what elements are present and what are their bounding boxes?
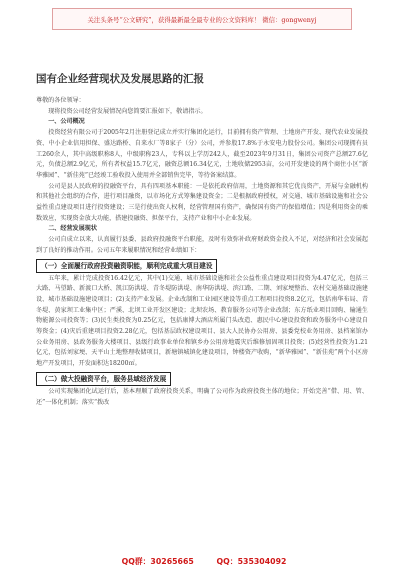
salutation: 尊敬的各位领导： [36,97,85,104]
intro-paragraph: 现将投资公司经营发展情况向您简要汇报如下，敬请指示。 [48,107,207,115]
subsection1-heading [36,259,368,273]
section1-heading: 一、公司概况 [48,118,85,126]
section2-paragraph-1: 公司自成立以来，认真履行县委、县政府投融资平台职能，及时有效弥补政府财政资金投入不足，对经济和社会发展起到了良好的推动作用。公司五年来履职情况和经营业绩如下： [36,236,368,254]
subsection1-paragraph: 五年来，累计完成投资16.42亿元，其中(1)交通、城市基础设施和社会公益性重点建设项目投资为4.47亿元，包括三大路、马望路、新渡口大桥、凯江防洪堤、青冬堤防洪堤、南华防洪堤、滨江路、二期、刘家埂整治、农村交通基础设施建设、城市基础设施建设项目；(2)支持产业发展。企业改制和工业园区建设等重点工程项目投资8.2亿元，包括南华布局、青冬堤、黄家坝工业集中区；严溪、北坝工业开发区建设；北坝农场、教育服务公司等企业改制；东方纸业项目回购、输通生物能源公司投资等；(3)民生类投资为0.25亿元，包括康博大酒店所属门头改造、惠民中心建设投资和政务服务中心建设自筹资金；(4)灾后重建项目投资2.28亿元，包括基层政权建设项目、县大人民协办公用房、县委党校业务用房、县档案馆办公业务用房、县政务服务大楼项目、县级行政事业单位和镇乡办公用房地震灾后维修加固项目投资；(5)经营性投资为1.21亿元，包括刘家埂、天平山土地整理收储项目，新塘镇城镇化建设项目，钟楼资产收购，“新华雅园”、“新佳苑”两个小区房地产开发项目，开发面积达18200㎡。 [36,274,368,368]
subsection2-heading-text: （二）做大投融资平台，服务县域经济发展 [36,372,171,386]
document-body [36,72,368,408]
subsection2-heading [36,372,368,386]
top-banner: 关注头条号“公文研究”，获得最新最全最专业的公文资料库！ 微信：gongwenyj [52,8,352,30]
subsection2-paragraph: 公司实现集团化试运行后，基本理顺了政府投资关系，明确了公司作为政府投资主体的地位；开始完善“借、用、管、还”一体化机制；落实“拨改 [36,387,368,406]
footer-qq-group: QQ群：30265665 [121,557,194,566]
section2-heading: 二、经营发展现状 [48,225,97,233]
subsection1-heading-text: （一）全面履行政府投资融资职能，顺利完成重大项目建设 [36,259,217,273]
footer-contact [0,552,408,572]
section1-paragraph-1: 投资经营有限公司于2005年2月注册登记成立并实行集团化运行，目前拥有资产管理、土地房产开发、现代农业发展投资、中小企业信用担保、盛达路桥、自来水厂等8家子（分）公司，并参股17.8%于永安电力股份公司。集团公司现拥有员工260余人，其中高级职称8人，中级职称23人，专科以上学历242人，截至2023年9月31日，集团公司资产总额27.6亿元，负债总额2.9亿元，所有者权益15.7亿元，融资总额16.34亿元，土地收储2953亩，公司开发建设的两个商住小区“新华雅园”、“新佳苑”已经竣工验收投入使用并全部销售完毕，等待备案结算。 [36,129,368,179]
section1-paragraph-2: 公司是县人民政府的投融资平台，具有四项基本职能：一是依托政府信用，土地资源和其它优良资产，开展与金融机构和其他社会组织的合作，进行项目融资，以市场化方式筹集建设资金；二是根据政府授权，对交通、城市基础设施和社会公益性重点建设项目进行投资建设；三是行使出资人权利，经营管理国有资产，确保国有资产的保值增值；四是利用资金的乘数效应，实现资金放大功能，搭建投融资、担保平台，支持产业和中小企业发展。 [36,182,368,222]
document-title: 国有企业经营现状及发展思路的汇报 [36,73,204,85]
footer-qq: QQ：535304092 [216,557,287,566]
